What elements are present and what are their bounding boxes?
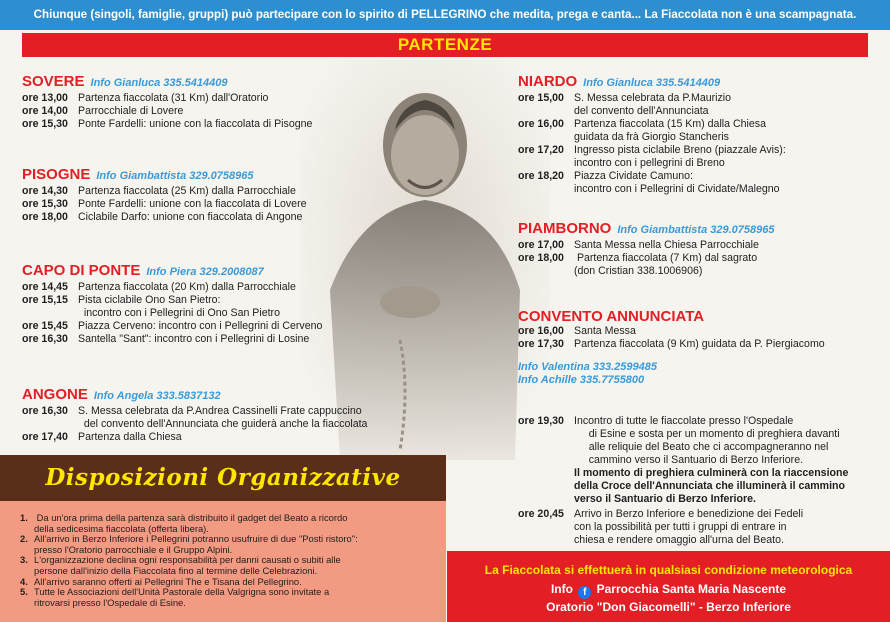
block-pisogne — [22, 166, 307, 224]
info-contact: Info Giambattista 329.0758965 — [96, 170, 254, 182]
schedule-row: ore 16,00 Partenza fiaccolata (15 Km) dalla Chiesa guidata da frà Giorgio Stancheris — [518, 118, 766, 143]
schedule-row: ore 15,15 Pista ciclabile Ono San Pietro: incontro con i Pellegrini di Ono San Pietro — [22, 294, 280, 319]
list-item: 1. Da un'ora prima della partenza sarà distribuito il gadget del Beato a ricordo della sedicesima fiaccolata (offerta libera). — [20, 512, 348, 534]
block-convento-annunciata — [518, 308, 825, 387]
schedule-row: ore 19,30 Incontro di tutte le fiaccolate presso l'Ospedale di Esine e sosta per un momento di preghiera davanti alle reliquie del Beato che ci accompagneranno nel cammino verso il Santuario di Berzo Inferiore. — [518, 415, 840, 466]
schedule-row: ore 18,20 Piazza Cividate Camuno: incontro con i Pellegrini di Cividate/Malegno — [518, 170, 780, 195]
info-contact: Info Gianluca 335.5414409 — [90, 77, 228, 89]
schedule-row: ore 14,45 Partenza fiaccolata (20 Km) dalla Parrocchiale — [22, 281, 296, 293]
block-angone — [22, 386, 367, 444]
schedule-row: ore 15,30 Ponte Fardelli: unione con la fiaccolata di Pisogne — [22, 118, 313, 130]
info-contact: Info Gianluca 335.5414409 — [583, 77, 721, 89]
top-banner: Chiunque (singoli, famiglie, gruppi) può partecipare con lo spirito di PELLEGRINO che medita, prega e canta... La Fiaccolata non è una scampagnata. — [0, 0, 890, 30]
list-item: 2. All'arrivo in Berzo Inferiore i Pellegrini potranno usufruire di due "Posti ristoro": presso l'Oratorio parrocchiale e il Gruppo Alpini. — [20, 533, 358, 555]
location-name: ANGONE — [22, 386, 88, 403]
info-contact: Info Piera 329.2008087 — [146, 266, 264, 278]
schedule-row: ore 15,45 Piazza Cerveno: incontro con i Pellegrini di Cerveno — [22, 320, 323, 332]
schedule-row: ore 17,40 Partenza dalla Chiesa — [22, 431, 182, 443]
location-name: CONVENTO ANNUNCIATA — [518, 308, 705, 325]
info-contact: Info Giambattista 329.0758965 — [617, 224, 775, 236]
disposizioni-list — [0, 501, 446, 622]
schedule-row: ore 16,30 S. Messa celebrata da P.Andrea Cassinelli Frate cappuccino del convento dell'Annunciata che guiderà anche la fiaccolata — [22, 405, 368, 430]
location-name: PISOGNE — [22, 166, 91, 183]
list-item: 5. Tutte le Associazioni dell'Unità Pastorale della Valgrigna sono invitate a ritrovarsi presso l'Ospedale di Esine. — [20, 586, 330, 608]
facebook-icon[interactable]: f — [578, 586, 591, 599]
location-name: NIARDO — [518, 73, 578, 90]
footer-panel — [447, 551, 890, 622]
partenze-title: PARTENZE — [22, 33, 868, 57]
schedule-row: ore 14,00 Parrocchiale di Lovere — [22, 105, 184, 117]
block-piamborno — [518, 220, 774, 278]
parish-info — [447, 582, 890, 599]
info-contact: Info Angela 333.5837132 — [93, 390, 221, 402]
block-arrivo — [518, 508, 803, 547]
schedule-row: ore 15,30 Ponte Fardelli: unione con la fiaccolata di Lovere — [22, 198, 307, 210]
list-item: 3. L'organizzazione declina ogni responsabilità per danni causati o subiti alle persone dall'inizio della Fiaccolata fino al termine delle Celebrazioni. — [20, 554, 341, 576]
schedule-row: ore 17,20 Ingresso pista ciclabile Breno (piazzale Avis): incontro con i pellegrini di Breno — [518, 144, 786, 169]
list-item: 4. All'arrivo saranno offerti ai Pellegrini The e Tisana del Pellegrino. — [20, 575, 302, 587]
location-name: CAPO DI PONTE — [22, 262, 141, 279]
schedule-row: ore 18,00 Partenza fiaccolata (7 Km) dal sagrato (don Cristian 338.1006906) — [518, 252, 758, 277]
oratorio-name: Oratorio "Don Giacomelli" - Berzo Inferiore — [546, 600, 791, 614]
schedule-row: ore 17,30 Partenza fiaccolata (9 Km) guidata da P. Piergiacomo — [518, 338, 825, 350]
block-capo-di-ponte — [22, 262, 322, 346]
schedule-row: ore 17,00 Santa Messa nella Chiesa Parrocchiale — [518, 239, 759, 251]
weather-note: La Fiaccolata si effettuerà in qualsiasi condizione meteorologica — [484, 563, 853, 577]
disposizioni-title: Disposizioni Organizzative — [45, 464, 401, 491]
info-contact: Info Achille 335.7755800 — [518, 374, 645, 386]
schedule-row: ore 20,45 Arrivo in Berzo Inferiore e benedizione dei Fedeli con la possibilità per tutti i gruppi di entrare in chiesa e rendere omaggio all'urna del Beato. — [518, 508, 804, 546]
info-contact: Info Valentina 333.2599485 — [518, 361, 657, 373]
schedule-row: ore 16,00 Santa Messa — [518, 325, 636, 337]
schedule-row: ore 14,30 Partenza fiaccolata (25 Km) dalla Parrocchiale — [22, 185, 296, 197]
parish-name[interactable]: Parrocchia Santa Maria Nascente — [596, 582, 787, 596]
disposizioni-header — [0, 455, 446, 501]
block-sovere — [22, 73, 312, 131]
info-label: Info — [550, 582, 573, 596]
schedule-row: ore 13,00 Partenza fiaccolata (31 Km) dall'Oratorio — [22, 92, 269, 104]
schedule-row: ore 15,00 S. Messa celebrata da P.Maurizio del convento dell'Annunciata — [518, 92, 732, 117]
block-niardo — [518, 73, 786, 196]
highlight-text: Il momento di preghiera culminerà con la riaccensione della Croce dell'Annunciata che illuminerà il cammino verso il Santuario di Berzo Inferiore. — [574, 467, 849, 505]
schedule-row: ore 18,00 Ciclabile Darfo: unione con fiaccolata di Angone — [22, 211, 303, 223]
location-name: PIAMBORNO — [518, 220, 612, 237]
schedule-row: ore 16,30 Santella "Sant": incontro con i Pellegrini di Losine — [22, 333, 310, 345]
location-name: SOVERE — [22, 73, 85, 90]
block-ospedale — [518, 415, 848, 506]
